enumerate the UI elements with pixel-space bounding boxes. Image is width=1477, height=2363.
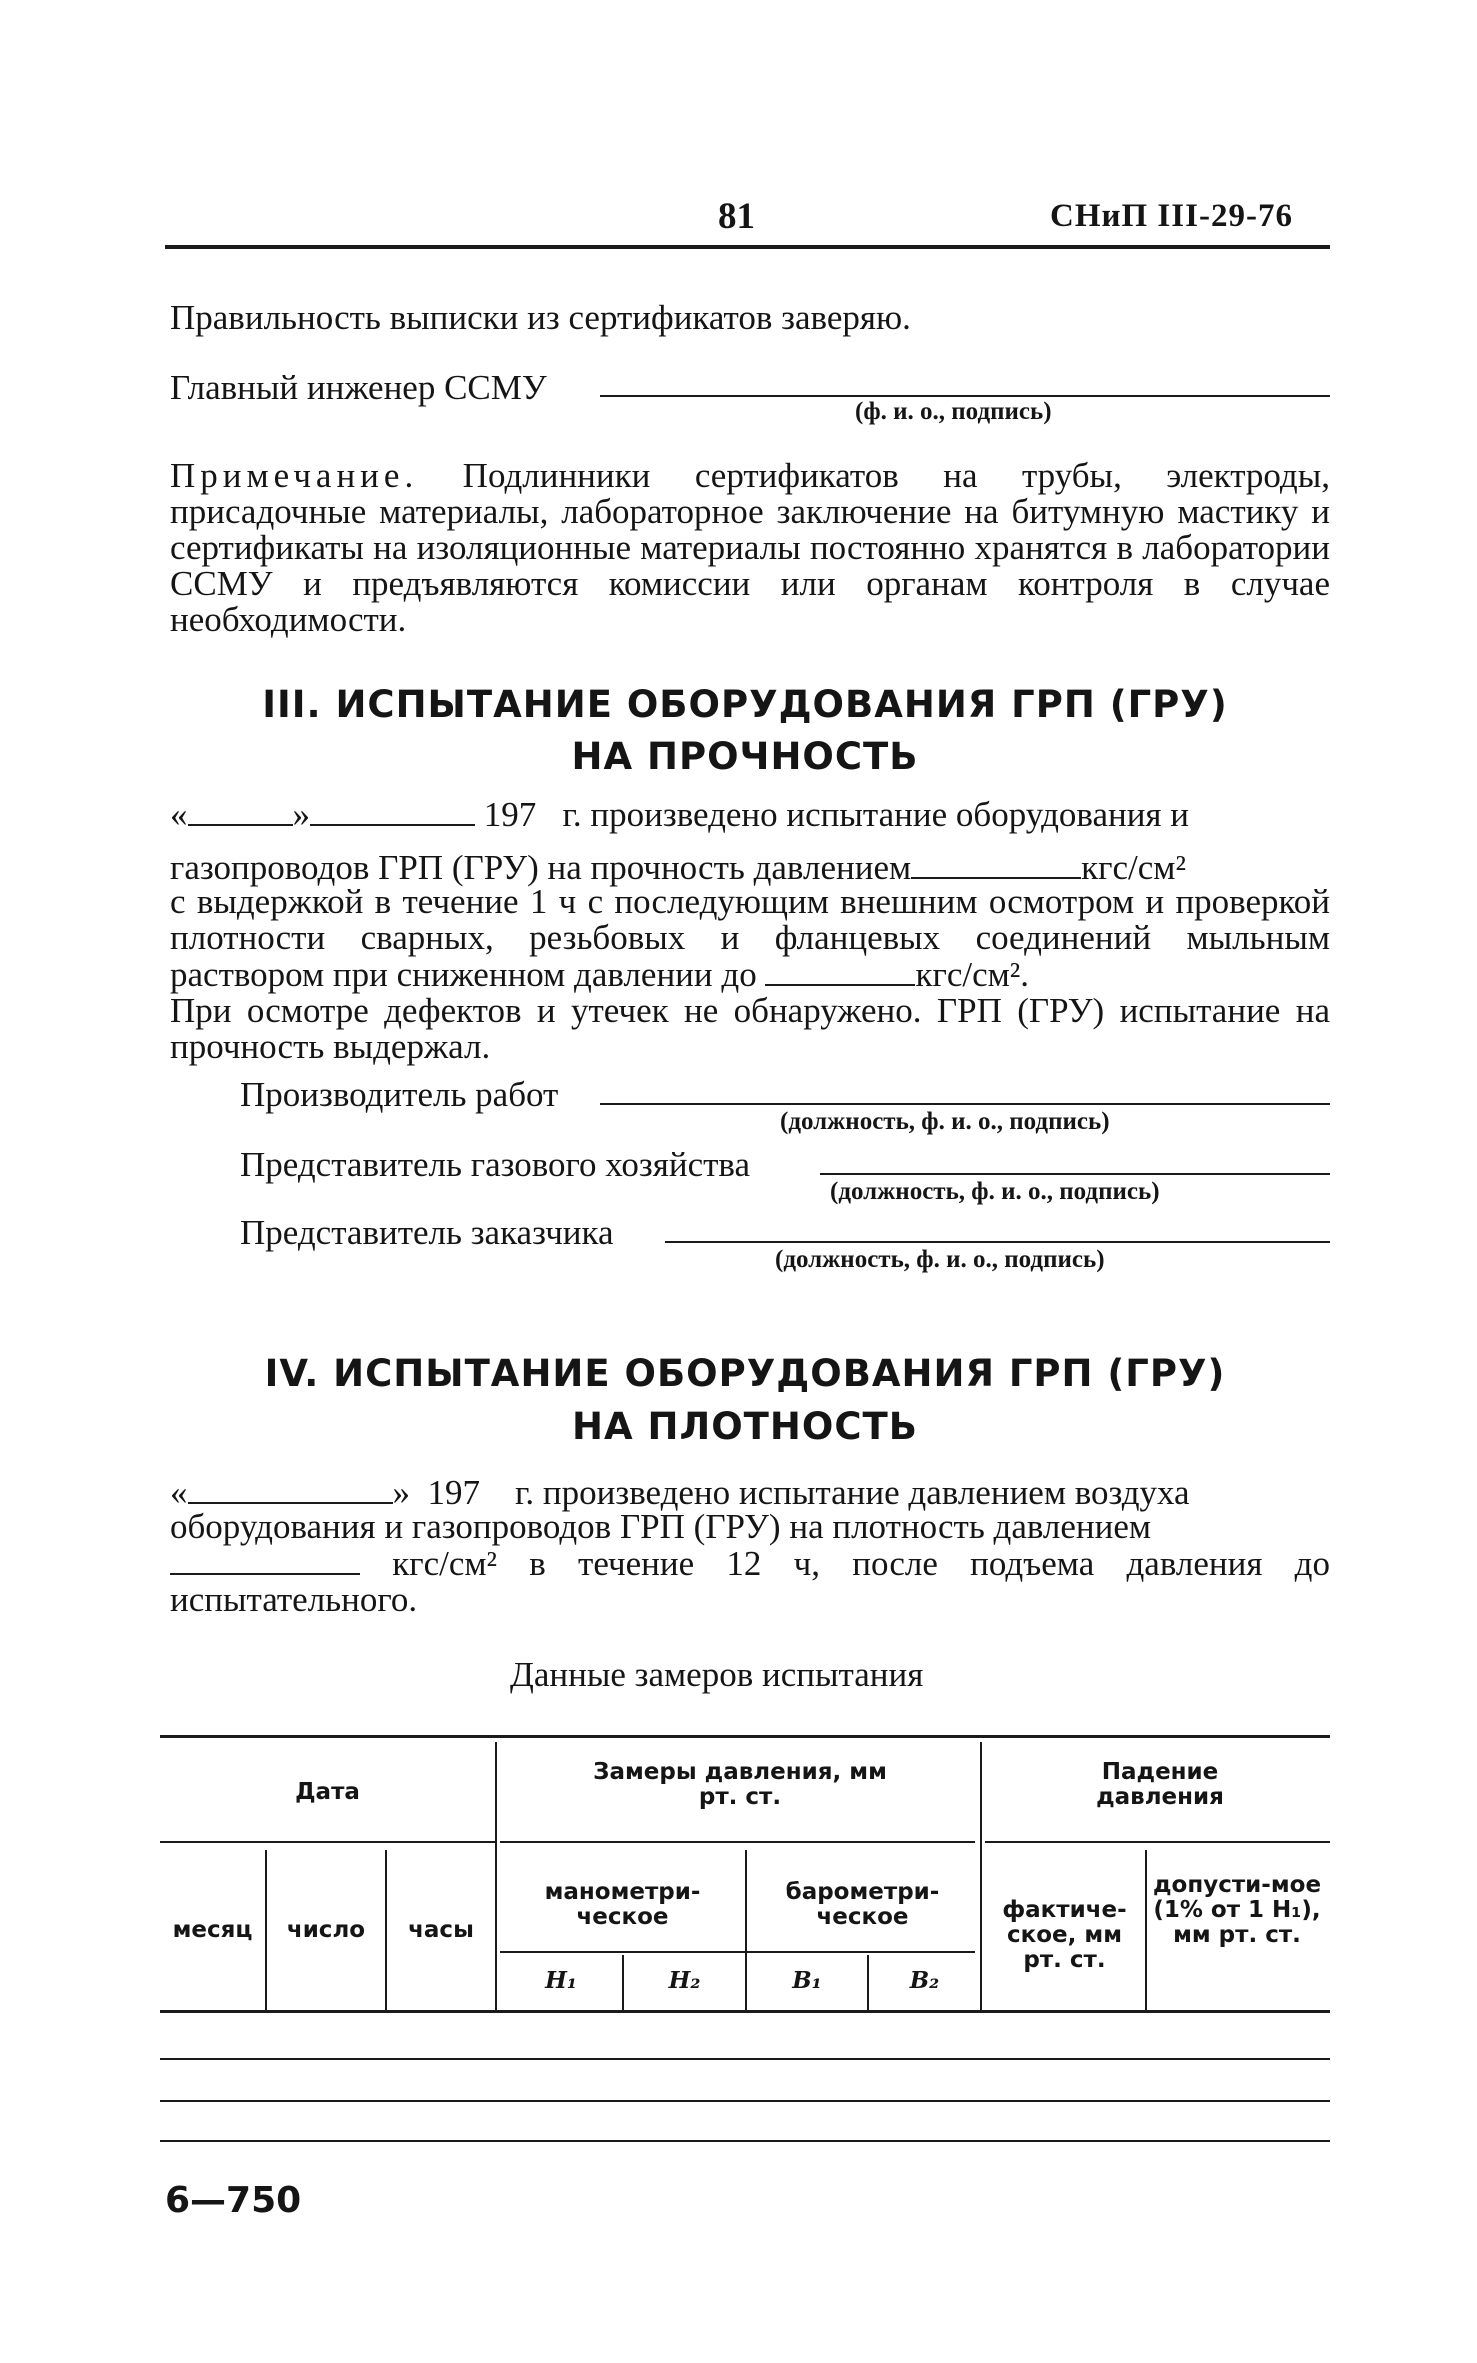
table-header-drop: Падение давления [1096,1759,1224,1810]
section3-unit-end: кгс/см². [915,955,1029,994]
section3-line2-start: газопроводов ГРП (ГРУ) на прочность давлением [170,848,912,887]
section3-day-blank[interactable] [188,796,293,826]
document-code: СНиП III-29-76 [1050,198,1293,234]
table-drop-divider [985,1841,1330,1843]
section4-heading-line2: НА ПЛОТНОСТЬ [572,1405,918,1448]
section3-sign2-label: Представитель газового хозяйства [240,1145,750,1184]
table-header-hours: часы [408,1917,474,1943]
section4-line2: оборудования и газопроводов ГРП (ГРУ) на плотность давлением [170,1507,1152,1546]
header-rule [165,245,1330,249]
table-title: Данные замеров испытания [510,1655,924,1694]
section3-reduced-pressure-blank[interactable] [765,956,915,986]
section3-quote-close: » [292,795,310,834]
table-header-b1: B₁ [792,1967,822,1994]
table-row-rule-3 [160,2140,1330,2142]
table-pressure-divider [500,1841,975,1843]
table-row-rule-1 [160,2058,1330,2060]
section3-year: 197 [483,795,537,834]
section4-body [170,1509,1330,1618]
section3-sign3-caption: (должность, ф. и. о., подпись) [775,1246,1105,1273]
chief-engineer-signature-caption: (ф. и. о., подпись) [855,398,1052,425]
table-vline-6 [1145,1850,1147,2010]
section3-sign1-line[interactable] [600,1103,1330,1105]
page-number: 81 [718,196,755,237]
section4-line3-rest: кгс/см² в течение 12 ч, после подъема давления до испытательного. [170,1544,1330,1619]
table-header-h1: H₁ [545,1967,577,1994]
table-date-divider [160,1841,495,1843]
certification-statement: Правильность выписки из сертификатов заверяю. [170,298,911,337]
section3-sign1-caption: (должность, ф. и. о., подпись) [780,1108,1110,1135]
section3-line4: При осмотре дефектов и утечек не обнаружено. ГРП (ГРУ) испытание на прочность выдержал. [170,991,1330,1066]
signature-mark: 6—750 [165,2180,302,2221]
section3-pressure-blank[interactable] [911,849,1081,879]
table-header-pressure: Замеры давления, мм рт. ст. [593,1759,887,1810]
table-header-manometric: манометри-ческое [544,1879,701,1930]
section4-year: 197 [427,1473,480,1512]
chief-engineer-signature-line[interactable] [600,395,1330,397]
section3-sign3-label: Представитель заказчика [240,1213,614,1252]
table-header-actual: фактиче-ское, мм рт. ст. [1002,1897,1127,1973]
table-vline-2 [980,1742,982,2010]
section3-unit: кгс/см² [1081,848,1186,887]
section3-heading-line1: III. ИСПЫТАНИЕ ОБОРУДОВАНИЯ ГРП (ГРУ) [262,683,1228,726]
table-top-rule [160,1735,1330,1738]
section3-sign2-caption: (должность, ф. и. о., подпись) [830,1178,1160,1205]
table-header-h2: H₂ [668,1967,701,1994]
section4-quote-open: « [170,1473,188,1512]
section4-pressure-blank[interactable] [170,1545,360,1575]
note-text: Подлинники сертификатов на трубы, электроды, присадочные материалы, лабораторное заключение на битумную мастику и сертификаты на изоляционные материалы постоянно хранятся в лаборатории ССМУ и предъявляются комиссии или органам контроля в случае необходимости. [170,456,1330,639]
section4-quote-close: » [392,1473,410,1512]
table-sub-divider [500,1951,975,1953]
section3-quote-open: « [170,795,188,834]
section3-line3: с выдержкой в течение 1 ч с последующим внешним осмотром и проверкой плотности сварных, резьбовых и фланцевых соединений мыльным раствором при сниженном давлении до [170,882,1330,994]
table-vline-1 [495,1742,497,2010]
section3-line1-rest: г. произведено испытание оборудования и [562,795,1190,834]
section3-body [170,884,1330,1065]
table-header-day: число [286,1917,366,1943]
table-header-bottom-rule [160,2010,1330,2013]
table-row-rule-2 [160,2100,1330,2102]
note-label: Примечание. [170,456,419,495]
table-header-date: Дата [295,1779,360,1805]
table-header-barometric: барометри-ческое [785,1879,940,1930]
section3-sign2-line[interactable] [820,1173,1330,1175]
section4-heading-line1: IV. ИСПЫТАНИЕ ОБОРУДОВАНИЯ ГРП (ГРУ) [264,1352,1226,1395]
note [170,458,1330,638]
section3-month-blank[interactable] [310,796,475,826]
section4-line1-rest: г. произведено испытание давлением воздуха [515,1473,1190,1512]
table-header-b2: B₂ [909,1967,940,1994]
table-header-allowed: допусти-мое (1% от 1 H₁), мм рт. ст. [1152,1872,1322,1948]
section3-date-line [170,795,1189,835]
chief-engineer-label: Главный инженер ССМУ [170,368,547,407]
section3-sign3-line[interactable] [665,1241,1330,1243]
table-header-month: месяц [172,1917,253,1943]
section3-heading-line2: НА ПРОЧНОСТЬ [571,735,919,778]
section3-sign1-label: Производитель работ [240,1075,559,1114]
section4-date-blank[interactable] [188,1474,393,1504]
